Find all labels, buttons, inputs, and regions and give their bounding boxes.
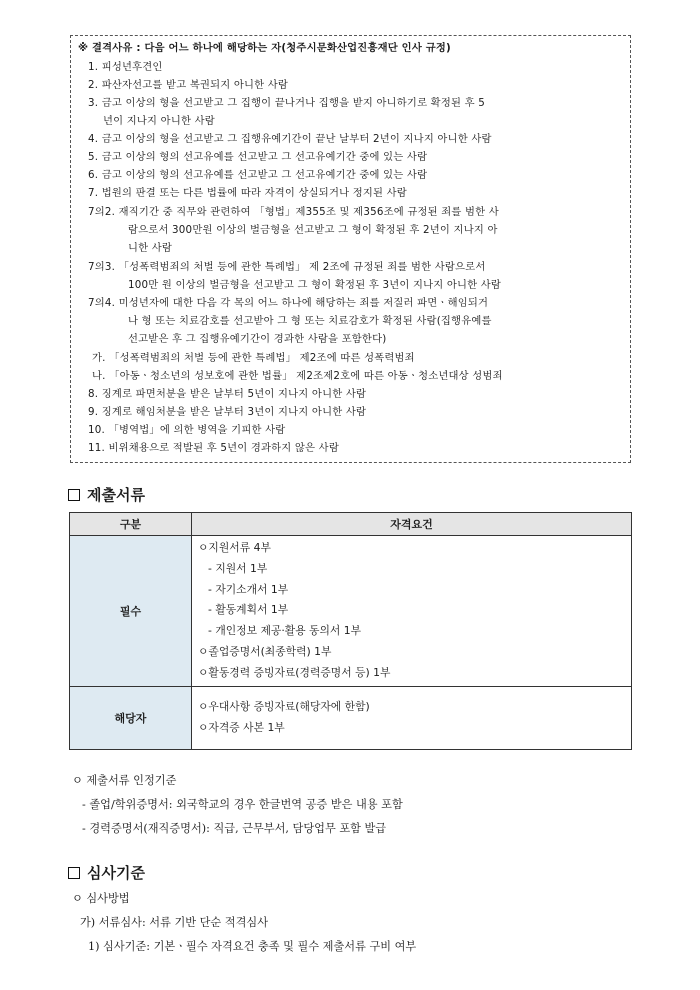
disqualification-line: 니한 사람: [128, 242, 173, 254]
disqualification-line: 11. 비위채용으로 적발된 후 5년이 경과하지 않은 사람: [88, 442, 339, 454]
disqualification-line: 5. 금고 이상의 형의 선고유예를 선고받고 그 선고유예기간 중에 있는 사람: [88, 151, 428, 163]
disqualification-line: 9. 징계로 해임처분을 받은 날부터 3년이 지나지 아니한 사람: [88, 406, 367, 418]
table-header-row: [70, 513, 632, 536]
requirements-cell: [192, 686, 632, 749]
disqualification-line: 7의3. 「성폭력범죄의 처벌 등에 관한 특례법」 제 2조에 규정된 죄를 범한 사람으로서: [88, 261, 486, 273]
disqualification-line: 8. 징계로 파면처분을 받은 날부터 5년이 지나지 아니한 사람: [88, 388, 367, 400]
documents-table: [69, 512, 632, 750]
documents-heading: 제출서류: [68, 484, 145, 505]
review-step: 가) 서류심사: 서류 기반 단순 적격심사: [80, 916, 269, 929]
list-item: - 자기소개서 1부: [208, 582, 289, 596]
disqualification-line: 100만 원 이상의 벌금형을 선고받고 그 형이 확정된 후 3년이 지나지 아니한 사람: [128, 279, 502, 291]
disqualification-line: 선고받은 후 그 집행유예기간이 경과한 사람을 포함한다): [128, 333, 387, 345]
list-item: - 개인정보 제공·활용 동의서 1부: [208, 624, 362, 638]
disqualification-line: 1. 피성년후견인: [88, 61, 163, 73]
list-item: ㅇ우대사항 증빙자료(해당자에 한함): [198, 699, 370, 713]
criteria-item: - 졸업/학위증명서: 외국학교의 경우 한글번역 공증 받은 내용 포함: [82, 798, 403, 811]
disqualification-line: 람으로서 300만원 이상의 벌금형을 선고받고 그 형이 확정된 후 2년이 지나지 아: [128, 224, 498, 236]
square-bullet-icon: [68, 867, 80, 879]
disqualification-line: 6. 금고 이상의 형의 선고유예를 선고받고 그 선고유예기간 중에 있는 사람: [88, 169, 428, 181]
disqualification-line: 가. 「성폭력범죄의 처벌 등에 관한 특례법」 제2조에 따른 성폭력범죄: [92, 352, 415, 364]
requirements-cell: [192, 536, 632, 687]
criteria-title: ㅇ 제출서류 인정기준: [72, 774, 177, 787]
disqualification-line: 10. 「병역법」에 의한 병역을 기피한 사람: [88, 424, 286, 436]
disqualification-line: 나 형 또는 치료감호를 선고받아 그 형 또는 치료감호가 확정된 사람(집행유예를: [128, 315, 492, 327]
list-item: ㅇ자격증 사본 1부: [198, 720, 285, 734]
disqualification-line: 나. 「아동ㆍ청소년의 성보호에 관한 법률」 제2조제2호에 따른 아동ㆍ청소년대상 성범죄: [92, 370, 503, 382]
table-header-category: 구분: [70, 513, 192, 536]
disqualification-line: 2. 파산자선고를 받고 복권되지 아니한 사람: [88, 79, 289, 91]
list-item: ㅇ활동경력 증빙자료(경력증명서 등) 1부: [198, 665, 391, 679]
disqualification-line: 년이 지나지 아니한 사람: [103, 115, 215, 127]
disqualification-line: 7의4. 미성년자에 대한 다음 각 목의 어느 하나에 해당하는 죄를 저질러 파면ㆍ해임되거: [88, 297, 489, 309]
disqualification-title: ※ 결격사유 : 다음 어느 하나에 해당하는 자(청주시문화산업진흥재단 인사 규정): [78, 42, 451, 54]
table-row-required: [70, 536, 632, 687]
review-criterion: 1) 심사기준: 기본ㆍ필수 자격요건 충족 및 필수 제출서류 구비 여부: [88, 940, 417, 953]
square-bullet-icon: [68, 489, 80, 501]
disqualification-line: 3. 금고 이상의 형을 선고받고 그 집행이 끝나거나 집행을 받지 아니하기로 확정된 후 5: [88, 97, 485, 109]
table-header-requirements: 자격요건: [192, 513, 632, 536]
category-cell: 필수: [70, 536, 192, 687]
disqualification-line: 7. 법원의 판결 또는 다른 법률에 따라 자격이 상실되거나 정지된 사람: [88, 187, 407, 199]
disqualification-line: 4. 금고 이상의 형을 선고받고 그 집행유예기간이 끝난 날부터 2년이 지나지 아니한 사람: [88, 133, 492, 145]
category-cell: 해당자: [70, 686, 192, 749]
list-item: ㅇ지원서류 4부: [198, 541, 271, 554]
table-row-applicable: [70, 686, 632, 749]
disqualification-line: 7의2. 재직기간 중 직무와 관련하여 「형법」제355조 및 제356조에 규정된 죄를 범한 사: [88, 206, 499, 218]
list-item: ㅇ졸업증명서(최종학력) 1부: [198, 644, 332, 658]
list-item: - 활동계획서 1부: [208, 603, 289, 617]
list-item: - 지원서 1부: [208, 561, 268, 575]
review-heading: 심사기준: [68, 862, 145, 883]
review-method-title: ㅇ 심사방법: [72, 892, 130, 905]
criteria-item: - 경력증명서(재직증명서): 직급, 근무부서, 담당업무 포함 발급: [82, 822, 387, 835]
